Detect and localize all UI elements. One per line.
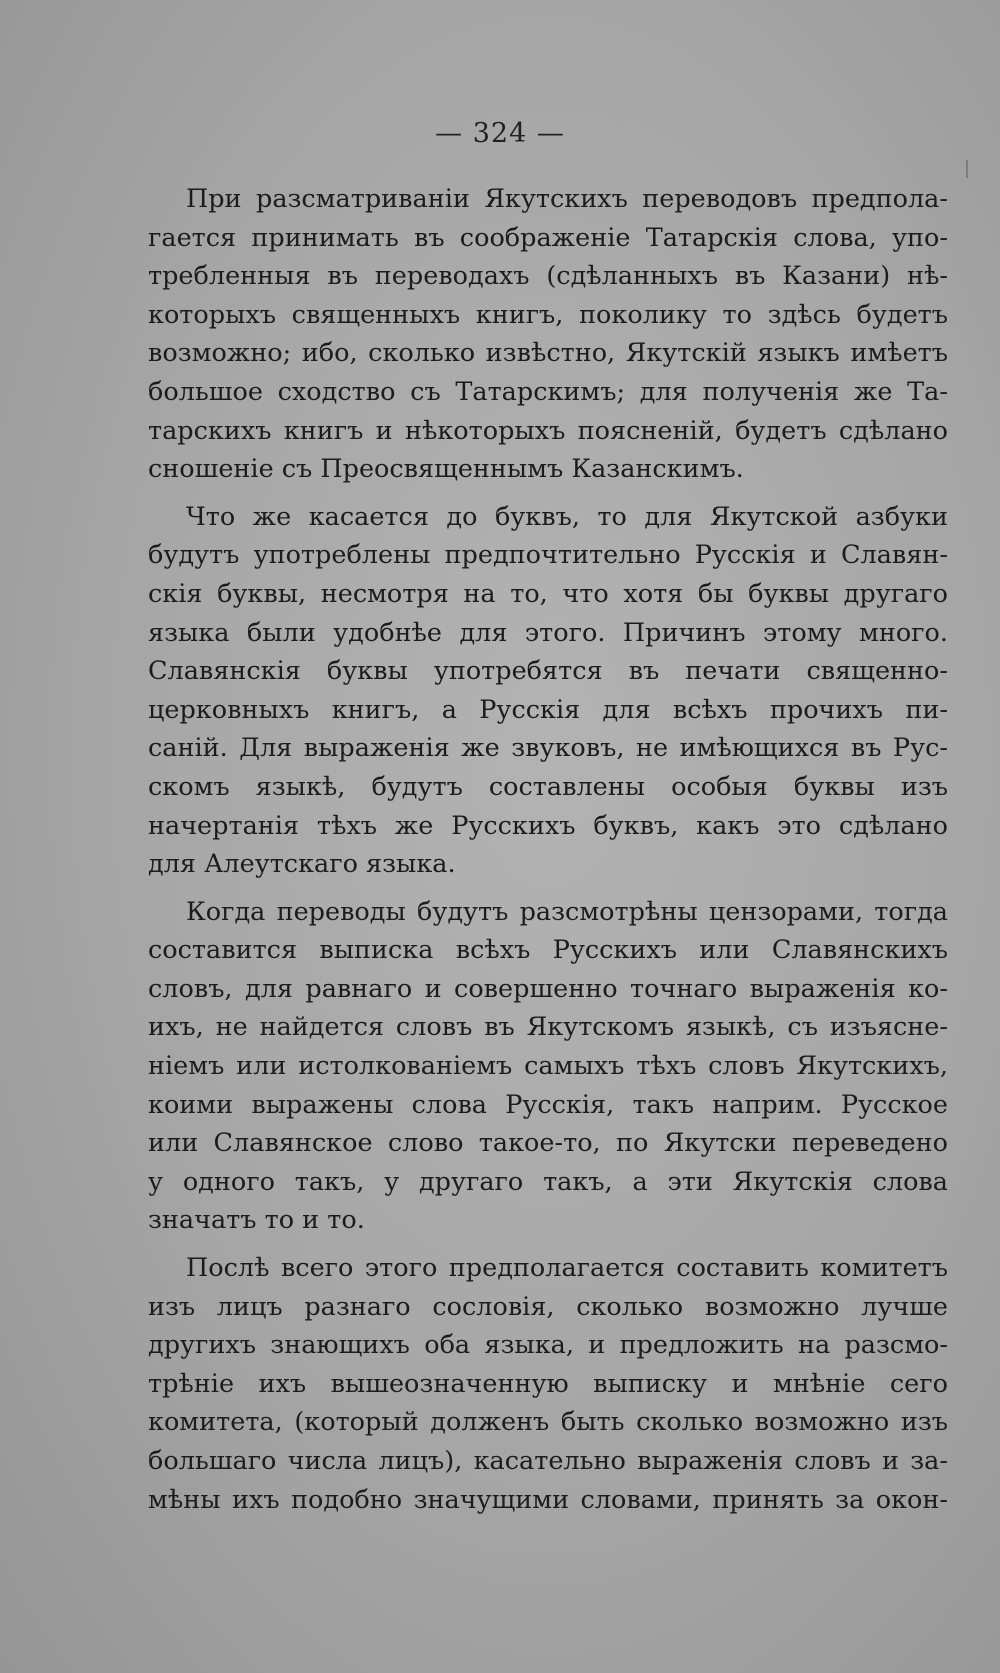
paragraph-4: [148, 1249, 948, 1519]
text-line: которыхъ священныхъ книгъ, поколику то здѣсь будетъ: [148, 299, 948, 330]
text-line: или Славянское слово такое-то, по Якутски переведено: [148, 1128, 948, 1159]
text-line: составится выписка всѣхъ Русскихъ или Славянскихъ: [148, 935, 948, 966]
text-line: Славянскiя буквы употребятся въ печати священно-: [148, 656, 948, 687]
text-line: ихъ, не найдется словъ въ Якутскомъ языкѣ, съ изъясне-: [148, 1012, 948, 1043]
text-line: возможно; ибо, сколько извѣстно, Якутскiй языкъ имѣетъ: [148, 338, 948, 369]
text-line: Послѣ всего этого предполагается составить комитетъ: [186, 1253, 948, 1284]
margin-mark: [966, 160, 968, 178]
text-line: церковныхъ книгъ, а Русскiя для всѣхъ прочихъ пи-: [148, 694, 948, 725]
text-line: трѣнiе ихъ вышеозначенную выписку и мнѣнiе сего: [148, 1368, 948, 1399]
text-line: Что же касается до буквъ, то для Якутской азбуки: [186, 501, 948, 532]
text-line: словъ, для равнаго и совершенно точнаго выраженiя ко-: [148, 973, 948, 1004]
text-line: начертанiя тѣхъ же Русскихъ буквъ, какъ это сдѣлано: [148, 810, 948, 841]
text-line: языка были удобнѣе для этого. Причинъ этому много.: [148, 617, 948, 648]
text-line: изъ лицъ разнаго сословiя, сколько возможно лучше: [148, 1291, 948, 1322]
text-line: скiя буквы, несмотря на то, что хотя бы буквы другаго: [148, 578, 948, 609]
text-line: у одного такъ, у другаго такъ, а эти Якутскiя слова: [148, 1166, 948, 1197]
text-line: нiемъ или истолкованiемъ самыхъ тѣхъ словъ Якутскихъ,: [148, 1051, 948, 1082]
text-line: требленныя въ переводахъ (сдѣланныхъ въ Казани) нѣ-: [148, 261, 948, 292]
text-line: скомъ языкѣ, будутъ составлены особыя буквы изъ: [148, 771, 948, 802]
text-line: большаго числа лицъ), касательно выраженiя словъ и за-: [148, 1446, 948, 1476]
text-line: коими выражены слова Русскiя, такъ наприм. Русское: [148, 1089, 948, 1120]
text-line: санiй. Для выраженiя же звуковъ, не имѣющихся въ Рус-: [148, 733, 948, 764]
text-line: для Алеутскаго языка.: [148, 849, 456, 880]
text-line: мѣны ихъ подобно значущими словами, принять за окон-: [148, 1484, 948, 1515]
text-line: другихъ знающихъ оба языка, и предложить на разсмо-: [148, 1330, 948, 1361]
paragraph-1: [148, 180, 948, 489]
paragraph-3: [148, 893, 948, 1240]
text-line: будутъ употреблены предпочтительно Русскiя и Славян-: [148, 540, 948, 571]
page-text: [148, 180, 948, 1528]
text-line: гается принимать въ соображенiе Татарскiя слова, упо-: [148, 222, 948, 253]
text-line: тарскихъ книгъ и нѣкоторыхъ поясненiй, будетъ сдѣлано: [148, 415, 948, 446]
text-line: При разсматриванiи Якутскихъ переводовъ предпола-: [186, 184, 948, 214]
page-number: — 324 —: [435, 118, 565, 149]
text-line: комитета, (который долженъ быть сколько возможно изъ: [148, 1407, 948, 1438]
text-line: значатъ то и то.: [148, 1205, 365, 1236]
text-line: большое сходство съ Татарскимъ; для полученiя же Та-: [148, 376, 948, 407]
text-line: Когда переводы будутъ разсмотрѣны цензорами, тогда: [186, 896, 948, 927]
paragraph-2: [148, 498, 948, 884]
text-line: сношенiе съ Преосвященнымъ Казанскимъ.: [148, 454, 744, 485]
